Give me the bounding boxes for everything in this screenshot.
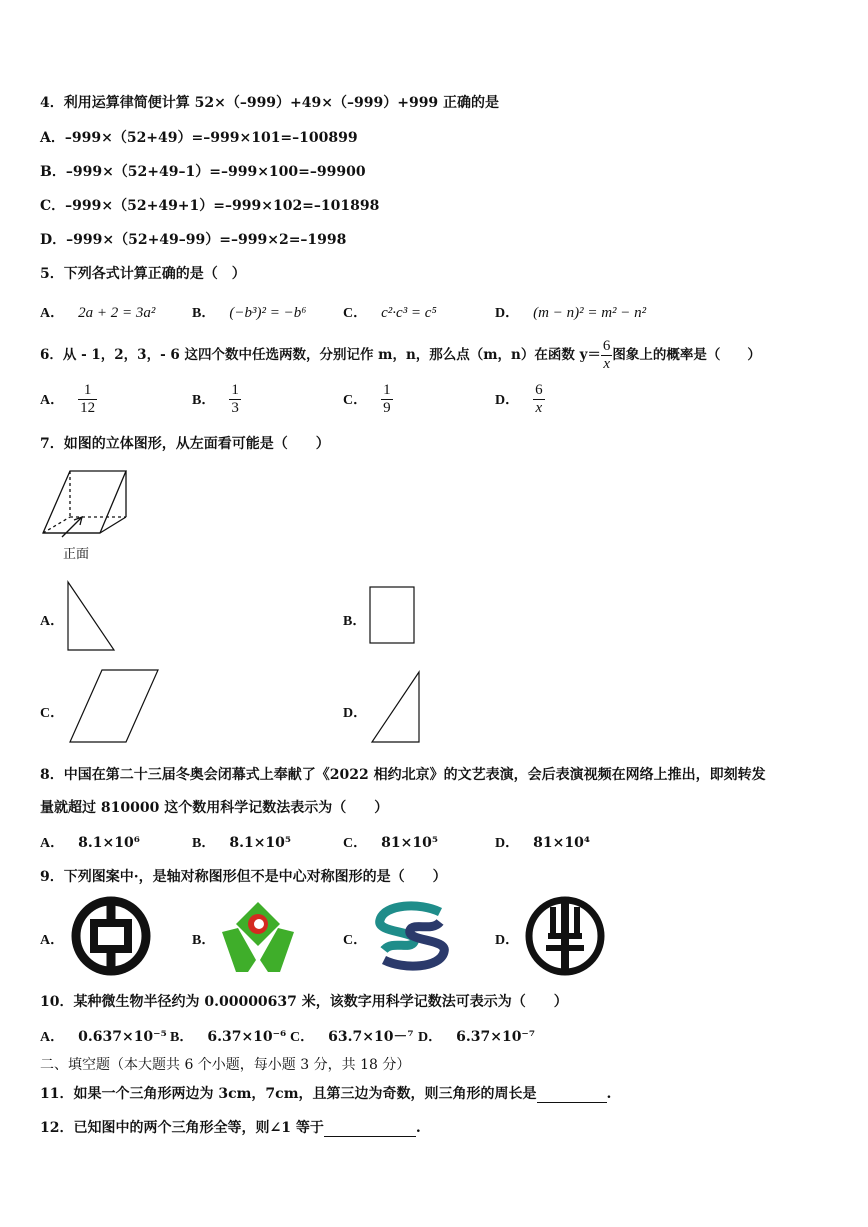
q5-option-d[interactable] bbox=[495, 302, 646, 322]
fraction-numerator: 1 bbox=[78, 382, 97, 400]
q6-stem bbox=[40, 338, 761, 373]
option-letter: C． bbox=[343, 933, 368, 948]
option-letter: C． bbox=[40, 706, 65, 721]
fraction-denominator: x bbox=[535, 400, 543, 416]
fraction-denominator: 9 bbox=[383, 400, 391, 416]
q6-option-c[interactable] bbox=[343, 382, 393, 417]
q10-option-b[interactable] bbox=[170, 1026, 286, 1046]
q6-function-fraction bbox=[601, 338, 613, 373]
q5-option-b[interactable] bbox=[192, 302, 306, 322]
option-letter: A． bbox=[40, 306, 65, 321]
q12-stem bbox=[40, 1117, 421, 1137]
option-text: 8.1×10⁵ bbox=[229, 835, 292, 851]
option-text: c²·c³ = c⁵ bbox=[381, 305, 437, 321]
q6-option-b[interactable] bbox=[192, 382, 241, 417]
q4-option-d[interactable] bbox=[40, 229, 346, 249]
option-letter: C． bbox=[343, 306, 368, 321]
option-letter: B． bbox=[192, 836, 216, 851]
q10-option-d[interactable] bbox=[418, 1026, 535, 1046]
q4-option-a[interactable] bbox=[40, 127, 358, 147]
option-fraction bbox=[533, 382, 545, 417]
option-fraction bbox=[381, 382, 393, 417]
q11-stem-text: 11．如果一个三角形两边为 3cm，7cm，且第三边为奇数，则三角形的周长是 bbox=[40, 1086, 537, 1102]
option-text: 2a + 2 = 3a² bbox=[78, 305, 156, 321]
option-text: 81×10⁴ bbox=[533, 835, 590, 851]
q9-stem: 9．下列图案中·，是轴对称图形但不是中心对称图形的是（ ） bbox=[40, 869, 447, 885]
option-letter: A． bbox=[40, 836, 65, 851]
q7-option-a-triangle[interactable] bbox=[66, 580, 118, 654]
option-text: –999×（52+49）=–999×101=–100899 bbox=[64, 130, 358, 146]
option-text: 81×10⁵ bbox=[381, 835, 438, 851]
option-letter: A． bbox=[40, 130, 65, 146]
option-text: (−b³)² = −b⁶ bbox=[229, 305, 307, 321]
q8-option-b[interactable] bbox=[192, 832, 291, 852]
q8-option-c[interactable] bbox=[343, 832, 438, 852]
option-text: (m − n)² = m² − n² bbox=[533, 305, 647, 321]
option-letter: A． bbox=[40, 614, 65, 629]
rural-credit-logo[interactable] bbox=[218, 898, 298, 974]
fraction-numerator: 1 bbox=[383, 382, 391, 398]
q10-option-c[interactable] bbox=[290, 1026, 414, 1046]
q7-option-b-rectangle[interactable] bbox=[369, 586, 417, 646]
fraction-numerator: 6 bbox=[535, 382, 543, 398]
option-text: –999×（52+49+1）=–999×102=–101898 bbox=[65, 198, 380, 214]
q4-option-c[interactable] bbox=[40, 195, 379, 215]
q5-option-a[interactable] bbox=[40, 302, 155, 322]
option-letter: D． bbox=[40, 232, 67, 248]
answer-blank[interactable] bbox=[324, 1120, 416, 1137]
option-letter: D． bbox=[418, 1030, 443, 1045]
option-text: 63.7×10－⁷ bbox=[328, 1029, 414, 1045]
option-text: 8.1×10⁶ bbox=[78, 835, 140, 851]
option-text: –999×（52+49–1）=–999×100=–99900 bbox=[65, 164, 366, 180]
fraction-numerator: 1 bbox=[231, 382, 239, 398]
option-letter: D． bbox=[495, 836, 520, 851]
answer-blank[interactable] bbox=[537, 1086, 607, 1103]
q11-stem-end: . bbox=[606, 1086, 612, 1102]
option-fraction bbox=[78, 382, 97, 417]
front-label: 正面 bbox=[63, 547, 90, 562]
merchants-bank-logo[interactable] bbox=[370, 900, 454, 972]
option-letter: B． bbox=[170, 1030, 194, 1045]
fraction-denominator: 12 bbox=[80, 400, 96, 416]
q8-stem-line2: 量就超过 810000 这个数用科学记数法表示为（ ） bbox=[40, 800, 389, 816]
option-letter: C． bbox=[343, 392, 368, 408]
option-letter: C． bbox=[343, 836, 368, 851]
option-letter: C． bbox=[290, 1030, 315, 1045]
option-letter: B． bbox=[343, 614, 367, 629]
option-letter: D． bbox=[495, 306, 520, 321]
option-letter: D． bbox=[495, 933, 520, 948]
option-letter: B． bbox=[192, 933, 216, 948]
option-letter: D． bbox=[495, 392, 520, 408]
q7-solid-figure bbox=[40, 465, 140, 560]
option-letter: A． bbox=[40, 933, 65, 948]
q11-stem bbox=[40, 1083, 611, 1103]
bank-of-china-logo[interactable] bbox=[68, 893, 154, 979]
q6-stem-text-end: 图象上的概率是（ ） bbox=[612, 347, 761, 363]
option-fraction bbox=[229, 382, 241, 417]
q5-stem: 5．下列各式计算正确的是（ ） bbox=[40, 266, 246, 282]
option-letter: B． bbox=[192, 392, 216, 408]
q8-stem-line1: 8．中国在第二十三届冬奥会闭幕式上奉献了《2022 相约北京》的文艺表演，会后表演视频在网络上推出，即刻转发 bbox=[40, 767, 766, 783]
section-heading: 二、填空题（本大题共 6 个小题，每小题 3 分，共 18 分） bbox=[40, 1057, 411, 1073]
q8-option-a[interactable] bbox=[40, 832, 140, 852]
fraction-denominator: 3 bbox=[231, 400, 239, 416]
q6-option-a[interactable] bbox=[40, 382, 97, 417]
q6-stem-text: 6．从 - 1，2，3，- 6 这四个数中任选两数，分别记作 m，n，那么点（m，n）在函数 y＝ bbox=[40, 347, 601, 363]
q4-stem: 4．利用运算律简便计算 52×（–999）+49×（–999）+999 正确的是 bbox=[40, 95, 500, 111]
q5-option-c[interactable] bbox=[343, 302, 437, 322]
q7-stem: 7．如图的立体图形，从左面看可能是（ ） bbox=[40, 436, 330, 452]
option-text: 6.37×10⁻⁷ bbox=[456, 1029, 535, 1045]
option-text: –999×（52+49–99）=–999×2=–1998 bbox=[66, 232, 347, 248]
option-letter: B． bbox=[40, 164, 66, 180]
fraction-numerator: 6 bbox=[602, 338, 611, 354]
agricultural-bank-logo[interactable] bbox=[522, 893, 608, 979]
q10-stem: 10．某种微生物半径约为 0.00000637 米，该数字用科学记数法可表示为（ ） bbox=[40, 994, 568, 1010]
q7-option-c-parallelogram[interactable] bbox=[66, 668, 162, 746]
q6-option-d[interactable] bbox=[495, 382, 545, 417]
option-letter: C． bbox=[40, 198, 66, 214]
option-letter: A． bbox=[40, 392, 65, 408]
q4-option-b[interactable] bbox=[40, 161, 366, 181]
fraction-denominator: x bbox=[603, 356, 610, 372]
option-letter: B． bbox=[192, 306, 216, 321]
q7-option-d-triangle[interactable] bbox=[369, 670, 423, 746]
q12-stem-end: . bbox=[415, 1120, 421, 1136]
q8-option-d[interactable] bbox=[495, 832, 590, 852]
option-letter: A． bbox=[40, 1030, 65, 1045]
q12-stem-text: 12．已知图中的两个三角形全等，则∠1 等于 bbox=[40, 1120, 324, 1136]
option-letter: D． bbox=[343, 706, 368, 721]
option-text: 6.37×10⁻⁶ bbox=[207, 1029, 287, 1045]
q10-option-a[interactable] bbox=[40, 1026, 167, 1046]
option-text: 0.637×10⁻⁵ bbox=[78, 1029, 167, 1045]
